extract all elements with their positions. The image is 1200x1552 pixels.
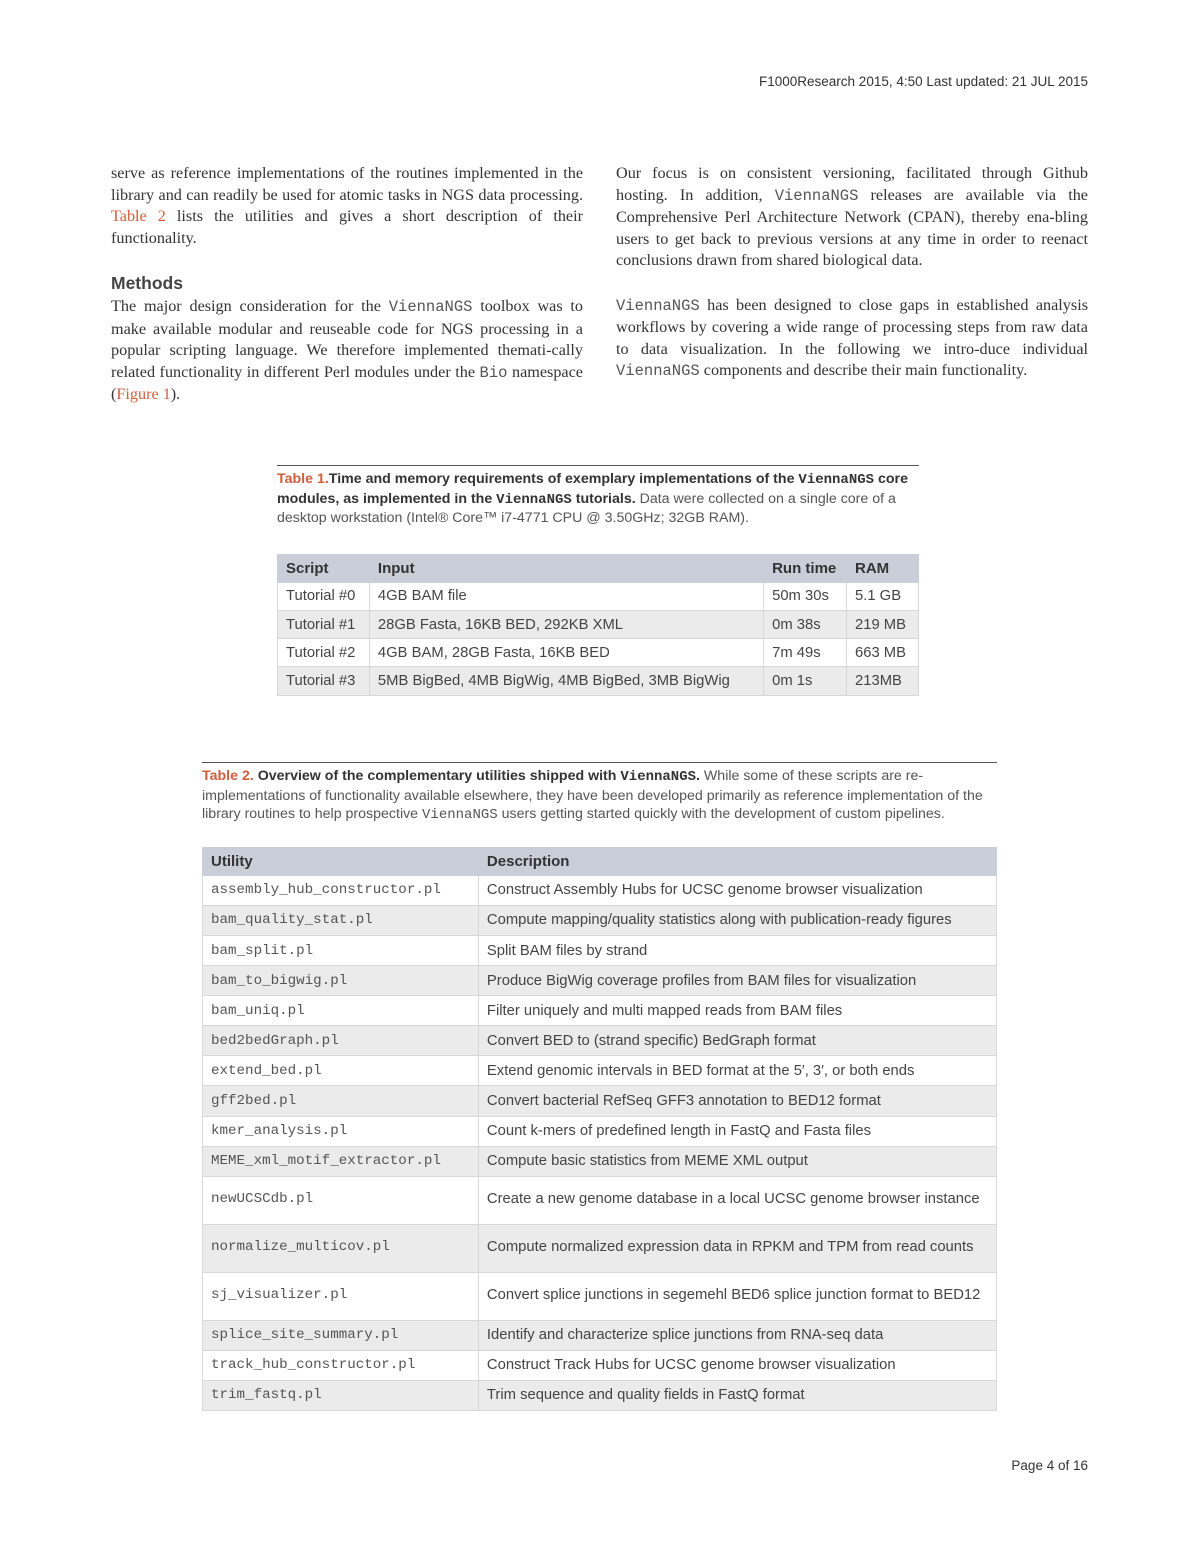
table2-block [202, 762, 997, 1411]
running-header: F1000Research 2015, 4:50 Last updated: 21 JUL 2015 [759, 74, 1088, 89]
column-header: Run time [764, 554, 847, 582]
table-cell: Tutorial #0 [278, 582, 370, 610]
utility-cell: bam_uniq.pl [203, 996, 479, 1026]
table2 [202, 847, 997, 1411]
utility-cell: normalize_multicov.pl [203, 1224, 479, 1272]
table-cell: 7m 49s [764, 639, 847, 667]
description-cell: Count k-mers of predefined length in FastQ and Fasta files [478, 1116, 996, 1146]
description-cell: Trim sequence and quality fields in FastQ format [478, 1380, 996, 1410]
table1-caption [277, 470, 919, 528]
utility-cell: splice_site_summary.pl [203, 1320, 479, 1350]
table-row [203, 1176, 997, 1224]
caption-title: tutorials. [571, 490, 636, 507]
table-header-row [278, 554, 919, 582]
description-cell: Identify and characterize splice junctions from RNA-seq data [478, 1320, 996, 1350]
caption-label: Table 1. [277, 471, 329, 487]
description-cell: Compute mapping/quality statistics along with publication-ready figures [478, 905, 996, 935]
table-cell: 4GB BAM, 28GB Fasta, 16KB BED [369, 639, 763, 667]
table-row [203, 1026, 997, 1056]
caption-text: users getting started quickly with the development of custom pipelines. [497, 806, 945, 823]
description-cell: Split BAM files by strand [478, 935, 996, 965]
methods-heading: Methods [111, 273, 183, 293]
table-cell: 219 MB [847, 610, 919, 638]
text: releases are available via the Comprehensive Perl Architecture Network (CPAN), thereby ena-bling users to get back to previous versions at any time in order to reenact conclusions drawn from shared biological data. [616, 185, 1088, 269]
code-term: ViennaNGS [388, 298, 473, 316]
column-header: Script [278, 554, 370, 582]
table-row [278, 639, 919, 667]
table1-block [277, 465, 919, 696]
column-header: Utility [203, 847, 479, 875]
code-term: ViennaNGS [616, 362, 700, 380]
utility-cell: newUCSCdb.pl [203, 1176, 479, 1224]
page-number: Page 4 of 16 [1011, 1458, 1088, 1473]
caption-title: Overview of the complementary utilities shipped with [257, 768, 621, 784]
right-column [616, 163, 1088, 406]
versioning-paragraph [616, 163, 1088, 272]
text: has been designed to close gaps in established analysis workflows by covering a wide range of processing steps from raw data to data visualization. In the following we intro-duce individual [616, 295, 1088, 358]
description-cell: Extend genomic intervals in BED format at the 5′, 3′, or both ends [478, 1056, 996, 1086]
utility-cell: bed2bedGraph.pl [203, 1026, 479, 1056]
table-cell: 663 MB [847, 639, 919, 667]
table-row [278, 582, 919, 610]
utility-cell: track_hub_constructor.pl [203, 1350, 479, 1380]
utility-cell: gff2bed.pl [203, 1086, 479, 1116]
table-row [203, 1272, 997, 1320]
table-row [203, 935, 997, 965]
table-row [203, 1320, 997, 1350]
methods-paragraph [111, 296, 583, 406]
caption-title: Time and memory requirements of exemplary implementations of the [328, 471, 799, 487]
table-row [203, 996, 997, 1026]
table-cell: 4GB BAM file [369, 582, 763, 610]
utility-cell: extend_bed.pl [203, 1056, 479, 1086]
description-cell: Compute basic statistics from MEME XML output [478, 1146, 996, 1176]
description-cell: Filter uniquely and multi mapped reads from BAM files [478, 996, 996, 1026]
column-header: Input [369, 554, 763, 582]
table-cell: 0m 1s [764, 667, 847, 695]
description-cell: Convert bacterial RefSeq GFF3 annotation to BED12 format [478, 1086, 996, 1116]
text: components and describe their main functionality. [699, 361, 1028, 379]
table2-caption [202, 767, 997, 825]
utility-cell: trim_fastq.pl [203, 1380, 479, 1410]
caption-text: Data were collected on a single core of a desktop workstation (Intel® Core™ i7-4771 CPU @ 3.50GHz; 32GB RAM). [277, 490, 896, 527]
code-term: ViennaNGS [798, 472, 875, 488]
table1 [277, 554, 919, 696]
table-header-row [203, 847, 997, 875]
utility-cell: MEME_xml_motif_extractor.pl [203, 1146, 479, 1176]
description-cell: Convert BED to (strand specific) BedGraph format [478, 1026, 996, 1056]
figure1-link[interactable]: Figure 1 [116, 385, 171, 403]
text: ). [170, 385, 181, 403]
table-row [203, 966, 997, 996]
table-cell: Tutorial #3 [278, 667, 370, 695]
utility-cell: kmer_analysis.pl [203, 1116, 479, 1146]
table-row [203, 1116, 997, 1146]
table-cell: Tutorial #1 [278, 610, 370, 638]
table-row [203, 1380, 997, 1410]
design-paragraph [616, 295, 1088, 383]
text: Our focus is on consistent versioning, facilitated through Github hosting. In addition, [616, 164, 1088, 204]
table-row [278, 667, 919, 695]
table-row [203, 905, 997, 935]
column-header: Description [478, 847, 996, 875]
table-cell: 213MB [847, 667, 919, 695]
utility-cell: bam_split.pl [203, 935, 479, 965]
utility-cell: sj_visualizer.pl [203, 1272, 479, 1320]
text: The major design consideration for the [111, 297, 389, 315]
code-term: ViennaNGS [616, 296, 700, 315]
description-cell: Construct Track Hubs for UCSC genome browser visualization [478, 1350, 996, 1380]
intro-paragraph [111, 163, 583, 249]
text: lists the utilities and gives a short description of their functionality. [111, 207, 584, 247]
code-term: Bio [479, 363, 508, 382]
table2-rule [202, 762, 997, 763]
caption-label: Table 2. [202, 768, 254, 784]
table-row [203, 1224, 997, 1272]
code-term: ViennaNGS [496, 491, 572, 508]
caption-text: While some of these scripts are re-implementations of functionality available elsewhere, they have been developed primarily as reference implementation of the library routines to help prospective [202, 768, 983, 823]
code-term: ViennaNGS [774, 186, 859, 205]
code-term: ViennaNGS [620, 769, 697, 785]
table2-link[interactable]: Table 2 [111, 207, 166, 225]
code-term: ViennaNGS [422, 807, 498, 824]
description-cell: Construct Assembly Hubs for UCSC genome browser visualization [478, 875, 996, 905]
description-cell: Create a new genome database in a local UCSC genome browser instance [478, 1176, 996, 1224]
table-cell: 50m 30s [764, 582, 847, 610]
table-cell: 28GB Fasta, 16KB BED, 292KB XML [369, 610, 763, 638]
table-cell: 5.1 GB [847, 582, 919, 610]
table-row [278, 610, 919, 638]
utility-cell: bam_to_bigwig.pl [203, 966, 479, 996]
table-cell: Tutorial #2 [278, 639, 370, 667]
table-row [203, 1086, 997, 1116]
description-cell: Convert splice junctions in segemehl BED6 splice junction format to BED12 [478, 1272, 996, 1320]
table1-rule [277, 465, 919, 466]
column-header: RAM [847, 554, 919, 582]
text: toolbox was to make available modular and reuseable code for NGS processing in a popular scripting language. We therefore implemented themati-cally related functionality in different Perl modules under the [111, 297, 583, 381]
table-row [203, 875, 997, 905]
utility-cell: bam_quality_stat.pl [203, 905, 479, 935]
left-column [111, 163, 583, 429]
table-cell: 5MB BigBed, 4MB BigWig, 4MB BigBed, 3MB BigWig [369, 667, 763, 695]
text: namespace ( [111, 362, 583, 403]
table-cell: 0m 38s [764, 610, 847, 638]
caption-title: core modules, as implemented in the [277, 471, 908, 507]
table-row [203, 1350, 997, 1380]
table-row [203, 1056, 997, 1086]
utility-cell: assembly_hub_constructor.pl [203, 875, 479, 905]
description-cell: Compute normalized expression data in RPKM and TPM from read counts [478, 1224, 996, 1272]
text: serve as reference implementations of the routines implemented in the library and can readily be used for atomic tasks in NGS data processing. [111, 164, 583, 204]
table-row [203, 1146, 997, 1176]
caption-title: . [696, 768, 700, 784]
description-cell: Produce BigWig coverage profiles from BAM files for visualization [478, 966, 996, 996]
